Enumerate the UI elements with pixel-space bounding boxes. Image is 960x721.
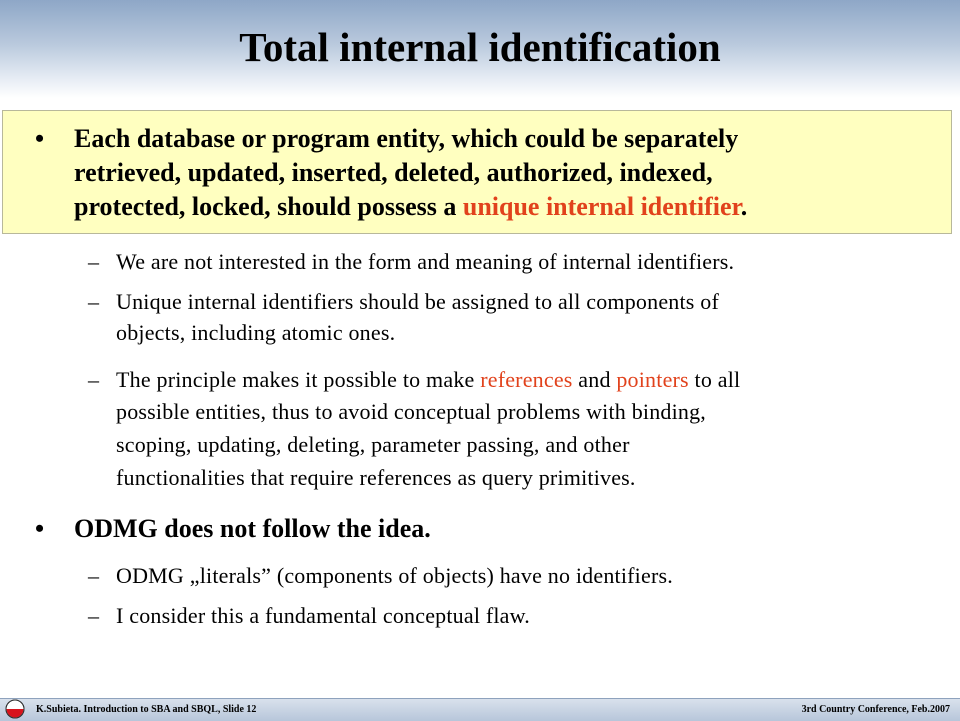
sub-item-3-text-c: to all (688, 367, 741, 392)
bullet-2-text: ODMG does not follow the idea. (74, 514, 431, 543)
sub-item-1: We are not interested in the form and meaning of internal identifiers. (116, 249, 735, 274)
sub-item-3-line-2: possible entities, thus to avoid conceptual problems with binding, (116, 399, 707, 424)
references-highlight: references (480, 367, 573, 392)
sub-dash: – (88, 563, 99, 588)
sub-item-3-line-4: functionalities that require references as query primitives. (116, 465, 636, 490)
sub-dash: – (88, 603, 99, 628)
sub-item-3-text-a: The principle makes it possible to make (116, 367, 481, 392)
pointers-highlight: pointers (616, 367, 689, 392)
bullet-1-line-3 (74, 190, 934, 224)
bullet-1-line-2: retrieved, updated, inserted, deleted, authorized, indexed, (74, 158, 713, 187)
sub-item-3-line-1 (116, 364, 936, 395)
bullet-marker: • (35, 124, 45, 153)
sub-item-3-text-b: and (572, 367, 617, 392)
footer-left-text: K.Subieta. Introduction to SBA and SBQL, Slide 12 (36, 704, 257, 715)
sub-dash: – (88, 289, 99, 314)
bullet-1-line-3-suffix: . (740, 192, 748, 221)
university-logo-icon (5, 699, 25, 719)
sub-item-3-line-3: scoping, updating, deleting, parameter passing, and other (116, 432, 630, 457)
sub-dash: – (88, 367, 99, 392)
sub-item-2-line-2: objects, including atomic ones. (116, 320, 396, 345)
bullet-1-line-1: Each database or program entity, which could be separately (74, 124, 739, 153)
bullet-2-sub-item-2: I consider this a fundamental conceptual flaw. (116, 603, 531, 628)
bullet-2-sub-item-1: ODMG „literals” (components of objects) have no identifiers. (116, 563, 673, 588)
unique-internal-identifier-highlight: unique internal identifier (462, 192, 741, 221)
bullet-1-line-3-prefix: protected, locked, should possess a (74, 192, 463, 221)
slide-title: Total internal identification (239, 24, 721, 70)
bullet-marker: • (35, 514, 45, 543)
footer-right-text: 3rd Country Conference, Feb.2007 (801, 704, 950, 715)
sub-dash: – (88, 249, 99, 274)
sub-item-2-line-1: Unique internal identifiers should be assigned to all components of (116, 289, 719, 314)
